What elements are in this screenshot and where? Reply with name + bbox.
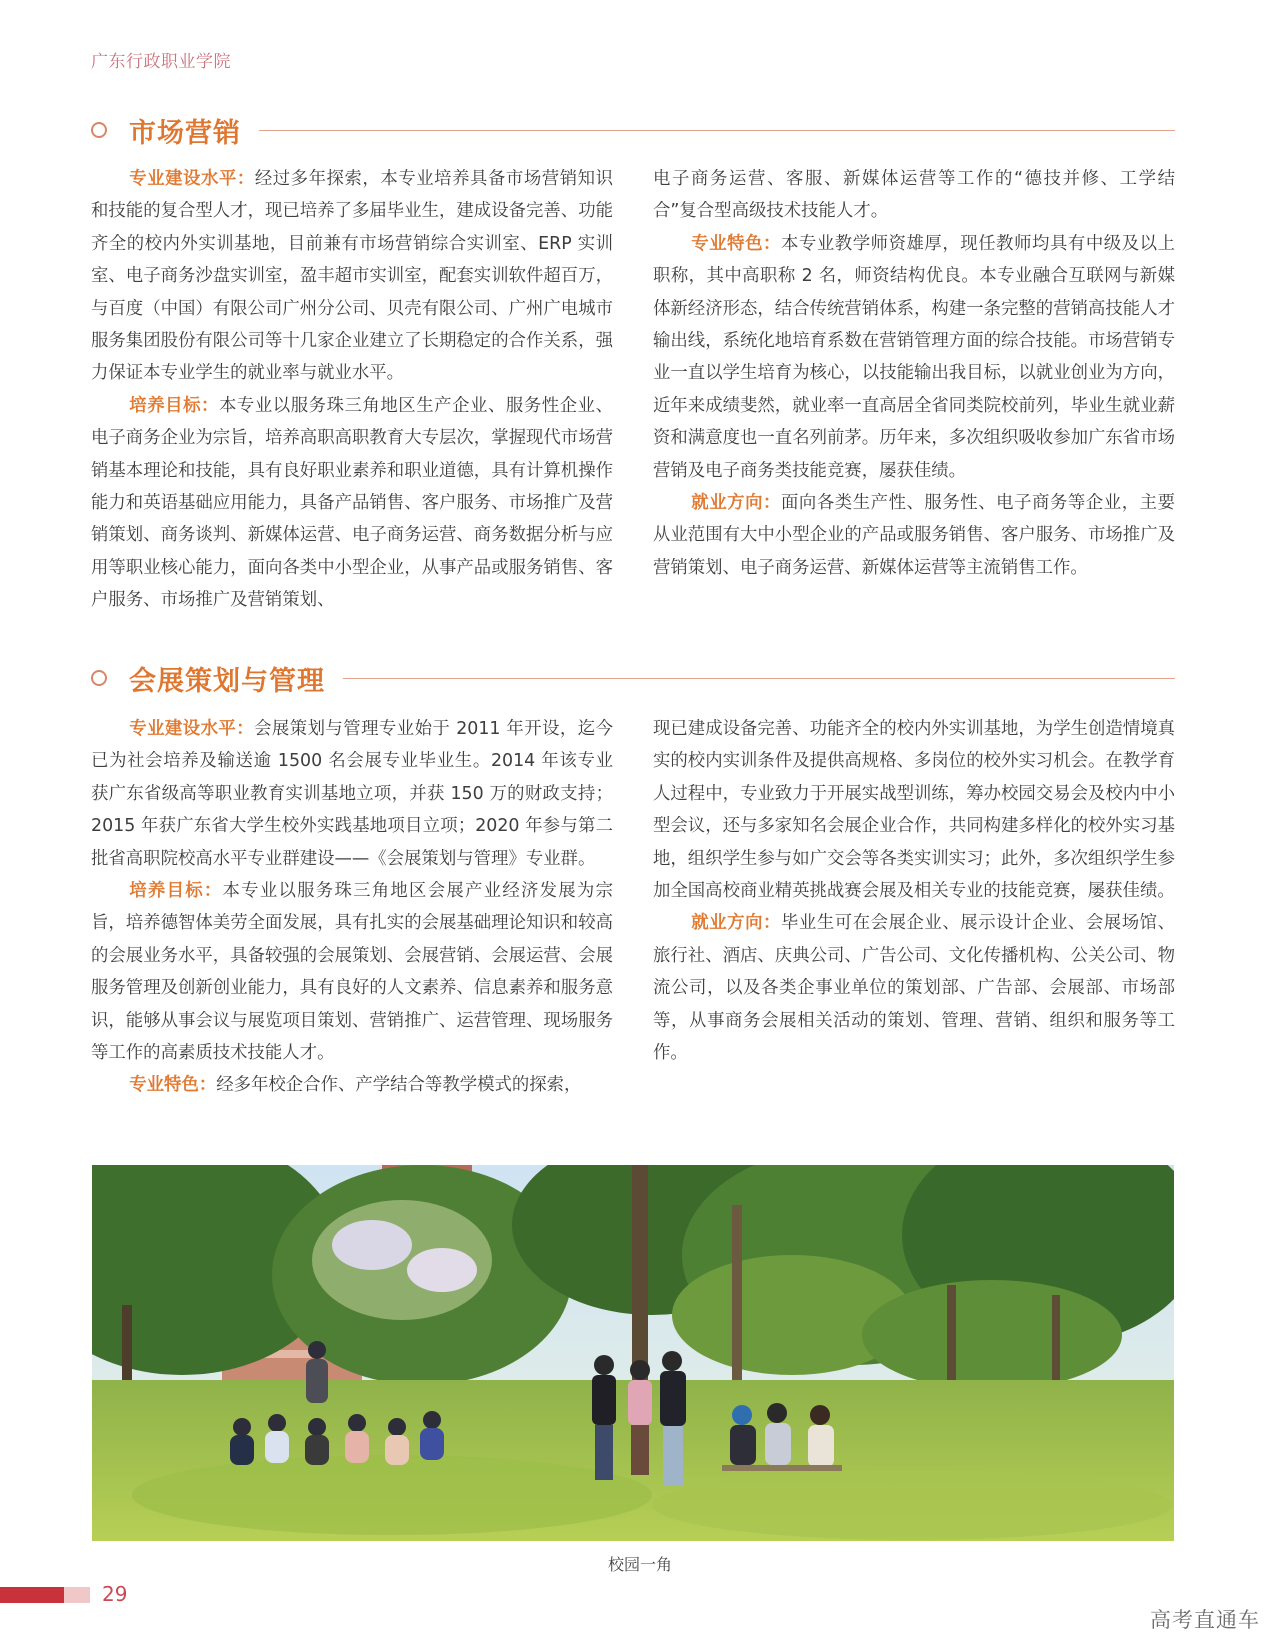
paragraph-label: 专业特色： [691,233,781,254]
paragraph-text: 本专业教学师资雄厚，现任教师均具有中级及以上职称，其中高职称 2 名，师资结构优良。本专业融合互联网与新媒体新经济形态，结合传统营销体系，构建一条完整的营销高技能人才输出线，系统化地培育系数在营销管理方面的综合技能。市场营销专业一直以学生培育为核心，以技能输出我目标，以就业创业为方向，近年来成绩斐然，就业率一直高居全省同类院校前列，毕业生就业薪资和满意度也一直名列前茅。历年来，多次组织吸收参加广东省市场营销及电子商务类技能竞赛，屡获佳绩。 [653,233,1175,481]
campus-photo [92,1165,1174,1541]
paragraph-text: 经多年校企合作、产学结合等教学模式的探索， [216,1075,582,1096]
column-left [91,713,613,1102]
column-right [653,163,1175,617]
school-name: 广东行政职业学院 [91,52,231,72]
paragraph [653,907,1175,1069]
heading-rule [343,678,1175,679]
page-bar-accent-light [64,1587,90,1603]
paragraph-label: 专业特色： [129,1075,217,1096]
page-bar-accent [0,1587,64,1603]
paragraph [91,713,613,875]
column-left [91,163,613,617]
paragraph-text: 本专业以服务珠三角地区生产企业、服务性企业、电子商务企业为宗旨，培养高职高职教育大专层次，掌握现代市场营销基本理论和技能，具有良好职业素养和职业道德，具有计算机操作能力和英语基础应用能力，具备产品销售、客户服务、市场推广及营销策划、商务谈判、新媒体运营、电子商务运营、商务数据分析与应用等职业核心能力，面向各类中小型企业，从事产品或服务销售、客户服务、市场推广及营销策划、 [91,395,613,611]
section-heading-exhibition [91,658,1175,698]
column-right [653,713,1175,1102]
paragraph-text: 本专业以服务珠三角地区会展产业经济发展为宗旨，培养德智体美劳全面发展，具有扎实的会展基础理论知识和较高的会展业务水平，具备较强的会展策划、会展营销、会展运营、会展服务管理及创新创业能力，具有良好的人文素养、信息素养和服务意识，能够从事会议与展览项目策划、营销推广、运营管理、现场服务等工作的高素质技术技能人才。 [91,881,613,1064]
paragraph-label: 专业建设水平： [129,719,255,739]
paragraph [91,875,613,1069]
campus-photo-illustration [92,1165,1174,1541]
section-heading-marketing [91,110,1175,150]
heading-rule [259,130,1175,131]
paragraph [653,228,1175,487]
page-number: 29 [102,1582,128,1606]
watermark-text: 高考直通车 [1150,1608,1260,1632]
photo-caption: 校园一角 [607,1555,672,1574]
paragraph [91,163,613,390]
paragraph-text: 经过多年探索，本专业培养具备市场营销知识和技能的复合型人才，现已培养了多届毕业生，建成设备完善、功能齐全的校内外实训基地，目前兼有市场营销综合实训室、ERP 实训室、电子商务沙盘实训室，盈丰超市实训室，配套实训软件超百万，与百度（中国）有限公司广州分公司、贝壳有限公司、广州广电城市服务集团股份有限公司等十几家企业建立了长期稳定的合作关系，强力保证本专业学生的就业率与就业水平。 [91,169,613,384]
circle-bullet-icon [91,670,107,686]
paragraph [91,390,613,617]
section-body-exhibition [91,713,1175,1102]
paragraph-text: 毕业生可在会展企业、展示设计企业、会展场馆、旅行社、酒店、庆典公司、广告公司、文化传播机构、公关公司、物流公司，以及各类企事业单位的策划部、广告部、会展部、市场部等，从事商务会展相关活动的策划、管理、营销、组织和服务等工作。 [653,913,1175,1064]
paragraph [91,1069,613,1101]
section-body-marketing [91,163,1175,617]
paragraph-label: 就业方向： [691,493,781,514]
paragraph-label: 专业建设水平： [129,169,255,189]
section-title: 会展策划与管理 [129,665,325,697]
paragraph-label: 就业方向： [691,913,781,934]
paragraph [653,163,1175,228]
paragraph-text: 现已建成设备完善、功能齐全的校内外实训基地，为学生创造情境真实的校内实训条件及提供高规格、多岗位的校外实习机会。在教学育人过程中，专业致力于开展实战型训练，筹办校园交易会及校内中小型会议，还与多家知名会展企业合作，共同构建多样化的校外实习基地，组织学生参与如广交会等各类实训实习；此外，多次组织学生参加全国高校商业精英挑战赛会展及相关专业的技能竞赛，屡获佳绩。 [653,719,1175,902]
paragraph-text: 面向各类生产性、服务性、电子商务等企业，主要从业范围有大中小型企业的产品或服务销售、客户服务、市场推广及营销策划、电子商务运营、新媒体运营等主流销售工作。 [653,493,1175,578]
circle-bullet-icon [91,122,107,138]
paragraph-text: 会展策划与管理专业始于 2011 年开设，迄今已为社会培养及输送逾 1500 名会展专业毕业生。2014 年该专业获广东省级高等职业教育实训基地立项，并获 150 万的财政支持；2015 年获广东省大学生校外实践基地项目立项；2020 年参与第二批省高职院校高水平专业群建设——《会展策划与管理》专业群。 [91,719,613,869]
paragraph-text: 电子商务运营、客服、新媒体运营等工作的“德技并修、工学结合”复合型高级技术技能人才。 [653,169,1175,222]
paragraph-label: 培养目标： [129,881,223,902]
paragraph-label: 培养目标： [129,395,219,416]
paragraph [653,713,1175,907]
section-title: 市场营销 [129,117,241,149]
paragraph [653,487,1175,584]
